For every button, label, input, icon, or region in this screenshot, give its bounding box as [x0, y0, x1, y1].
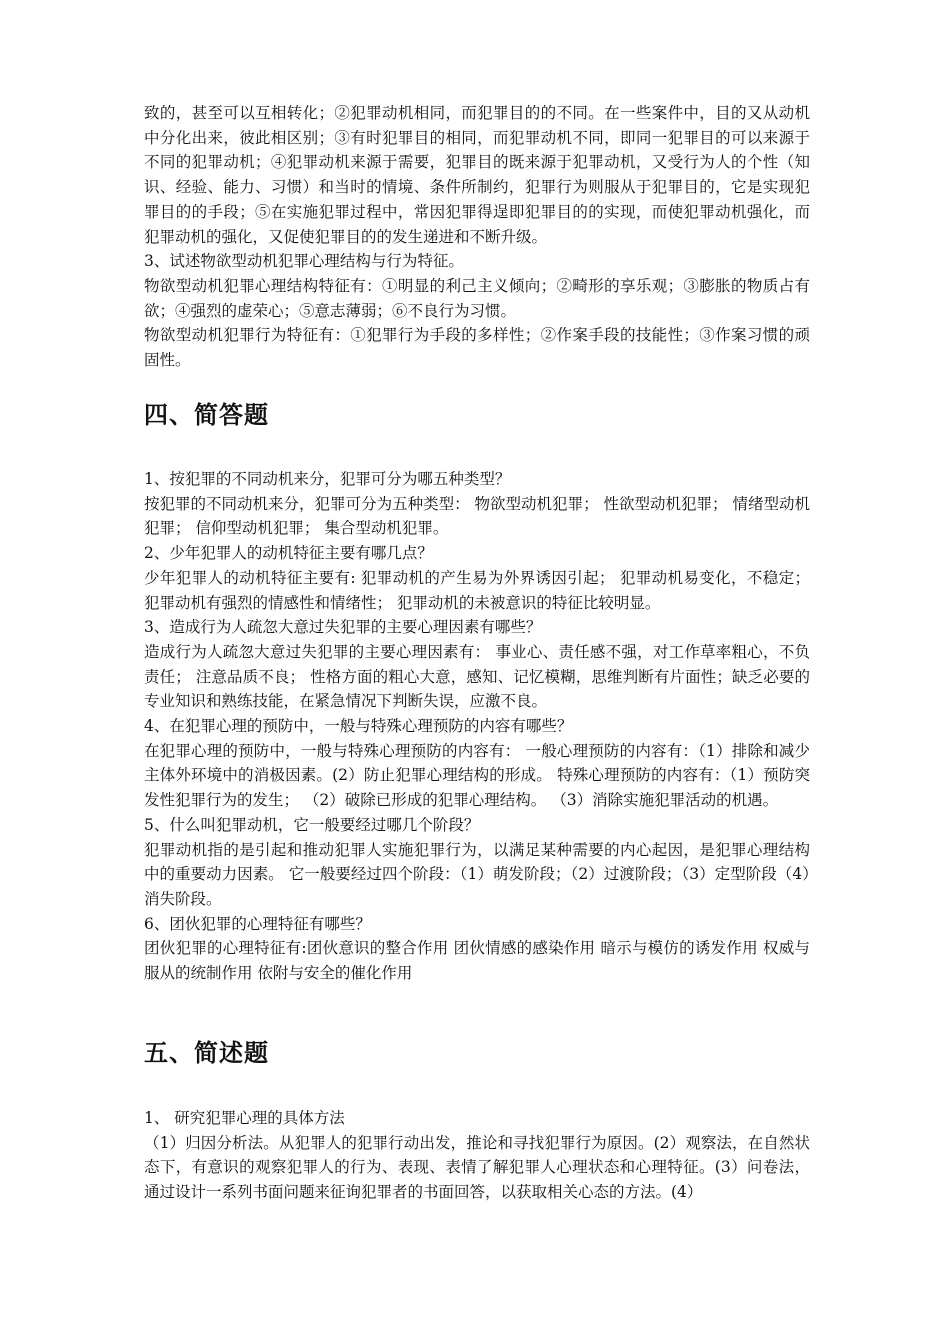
short-question-5: 5、什么叫犯罪动机，它一般要经过哪几个阶段？	[144, 815, 480, 834]
short-question-6: 6、团伙犯罪的心理特征有哪些？	[144, 914, 371, 933]
answer-3-structure: 物欲型动机犯罪心理结构特征有：①明显的利己主义倾向；②畸形的享乐观；③膨胀的物质占有欲；④强烈的虚荣心；⑤意志薄弱；⑥不良行为习惯。	[144, 276, 810, 320]
paragraph-motive-purpose: 致的，甚至可以互相转化；②犯罪动机相同，而犯罪目的的不同。在一些案件中，目的又从动机中分化出来，彼此相区别；③有时犯罪目的相同，而犯罪动机不同，即同一犯罪目的可以来源于不同的犯罪动机；④犯罪动机来源于需要，犯罪目的既来源于犯罪动机，又受行为人的个性（知识、经验、能力、习惯）和当时的情境、条件所制约，犯罪行为则服从于犯罪目的，它是实现犯罪目的的手段；⑤在实施犯罪过程中，常因犯罪得逞即犯罪目的的实现，而使犯罪动机强化，而犯罪动机的强化，又促使犯罪目的的发生递进和不断升级。	[144, 104, 810, 246]
essay-answer-1: （1）归因分析法。从犯罪人的犯罪行动出发，推论和寻找犯罪行为原因。(2）观察法，在自然状态下，有意识的观察犯罪人的行为、表现、表情了解犯罪人心理状态和心理特征。(3）问卷法，通过设计一系列书面问题来征询犯罪者的书面回答，以获取相关心态的方法。(4）	[144, 1133, 810, 1202]
short-question-4: 4、在犯罪心理的预防中，一般与特殊心理预防的内容有哪些？	[144, 717, 573, 736]
question-3: 3、试述物欲型动机犯罪心理结构与行为特征。	[144, 252, 464, 271]
short-answer-3: 造成行为人疏忽大意过失犯罪的主要心理因素有： 事业心、责任感不强，对工作草率粗心，不负责任； 注意品质不良； 性格方面的粗心大意，感知、记忆模糊，思维判断有片面性；缺乏必要的专业知识和熟练技能，在紧急情况下判断失误，应激不良。	[144, 642, 810, 711]
short-question-3: 3、造成行为人疏忽大意过失犯罪的主要心理因素有哪些？	[144, 618, 542, 637]
short-answer-4: 在犯罪心理的预防中，一般与特殊心理预防的内容有： 一般心理预防的内容有：（1）排除和减少主体外环境中的消极因素。(2）防止犯罪心理结构的形成。 特殊心理预防的内容有：（1）预防突发性犯罪行为的发生； （2）破除已形成的犯罪心理结构。 （3）消除实施犯罪活动的机遇。	[144, 741, 810, 810]
section5-heading: 五、简述题	[144, 1039, 269, 1067]
section3-continuation	[144, 101, 810, 373]
section4-heading-wrap	[144, 400, 810, 430]
answer-3-behavior: 物欲型动机犯罪行为特征有：①犯罪行为手段的多样性；②作案手段的技能性；③作案习惯的顽固性。	[144, 326, 810, 370]
section5-list	[144, 1106, 810, 1205]
short-answer-1: 按犯罪的不同动机来分，犯罪可分为五种类型： 物欲型动机犯罪； 性欲型动机犯罪； 情绪型动机犯罪； 信仰型动机犯罪； 集合型动机犯罪。	[144, 494, 810, 538]
section4-heading: 四、简答题	[144, 401, 269, 429]
section5-heading-wrap	[144, 1038, 810, 1068]
short-question-2: 2、少年犯罪人的动机特征主要有哪几点？	[144, 544, 433, 563]
short-question-1: 1、按犯罪的不同动机来分，犯罪可分为哪五种类型？	[144, 470, 511, 488]
section4-list	[144, 467, 810, 986]
short-answer-6: 团伙犯罪的心理特征有:团伙意识的整合作用 团伙情感的感染作用 暗示与模仿的诱发作用 权威与服从的统制作用 依附与安全的催化作用	[144, 939, 810, 983]
short-answer-2: 少年犯罪人的动机特征主要有: 犯罪动机的产生易为外界诱因引起； 犯罪动机易变化，不稳定； 犯罪动机有强烈的情感性和情绪性； 犯罪动机的未被意识的特征比较明显。	[144, 568, 810, 612]
essay-question-1: 1、 研究犯罪心理的具体方法	[144, 1109, 345, 1127]
short-answer-5: 犯罪动机指的是引起和推动犯罪人实施犯罪行为，以满足某种需要的内心起因，是犯罪心理结构中的重要动力因素。 它一般要经过四个阶段：（1）萌发阶段；（2）过渡阶段；（3）定型阶段（4）消失阶段。	[144, 840, 810, 908]
